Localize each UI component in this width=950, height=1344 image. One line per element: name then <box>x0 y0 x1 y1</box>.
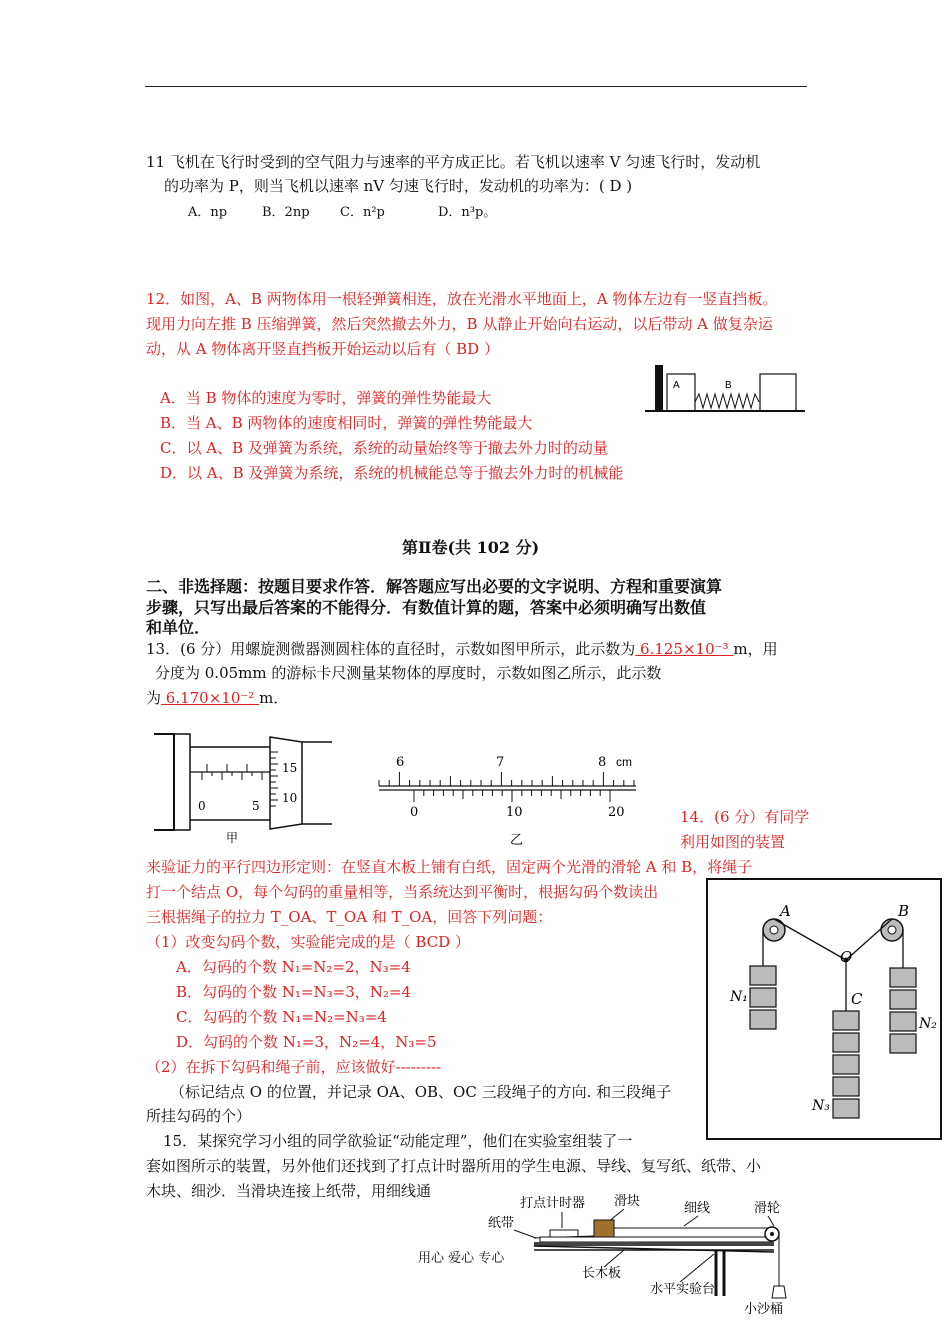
q12-line2: 现用力向左推 B 压缩弹簧，然后突然撤去外力，B 从静止开始向右运动，以后带动 A 做复杂运 <box>146 315 773 333</box>
label-n2: N₂ <box>919 1016 937 1032</box>
slider-block <box>594 1220 614 1237</box>
pulley-force-figure <box>706 878 942 1140</box>
q13-text: 13．(6 分）用螺旋测微器测圆柱体的直径时，示数如图甲所示，此示数为 <box>146 640 636 658</box>
label-a: A <box>673 380 680 391</box>
label-thread: 细线 <box>684 1201 711 1216</box>
q14-option-c: C．勾码的个数 N₁=N₂=N₃=4 <box>176 1008 387 1026</box>
block-b <box>760 374 796 411</box>
block-a <box>667 374 695 411</box>
q14-note1: （标记结点 O 的位置，并记录 OA、OB、OC 三段绳子的方向. 和三段绳子 <box>170 1083 672 1101</box>
q14-sub2: （2）在拆下勾码和绳子前，应该做好--------- <box>146 1058 442 1076</box>
q14-sub1: （1）改变勾码个数，实验能完成的是（ BCD ） <box>146 933 470 951</box>
q13-line2: 分度为 0.05mm 的游标卡尺测量某物体的厚度时，示数如图乙所示，此示数 <box>155 664 662 682</box>
caliper-unit-cm: cm <box>616 755 632 769</box>
q12-option-a: A．当 B 物体的速度为零时，弹簧的弹性势能最大 <box>160 389 492 407</box>
q12-option-b: B．当 A、B 两物体的速度相同时，弹簧的弹性势能最大 <box>160 414 533 432</box>
q14-option-d: D．勾码的个数 N₁=3，N₂=4，N₃=5 <box>176 1033 437 1051</box>
label-c: C <box>851 990 863 1008</box>
q11-line2: 的功率为 P，则当飞机以速率 nV 匀速飞行时，发动机的功率为：( D ) <box>164 177 633 195</box>
q13-unit-2: m． <box>259 689 289 707</box>
figure-label-yi: 乙 <box>510 833 524 848</box>
header-rule <box>145 86 807 87</box>
label-tape: 纸带 <box>488 1216 515 1231</box>
q12-option-c: C．以 A、B 及弹簧为系统，系统的动量始终等于撤去外力时的动量 <box>160 439 608 457</box>
micrometer-tick-15: 15 <box>282 761 298 775</box>
micrometer-figure <box>152 732 334 844</box>
q15-line2: 套如图所示的装置，另外他们还找到了打点计时器所用的学生电源、导线、复写纸、纸带、小 <box>146 1157 762 1175</box>
caliper-vernier-0: 0 <box>410 805 419 820</box>
label-n1: N₁ <box>730 989 748 1005</box>
q14-note2: 所挂勾码的个） <box>146 1107 252 1125</box>
q15-line3: 木块、细沙．当滑块连接上纸带，用细线通 <box>146 1182 432 1200</box>
q12-option-d: D．以 A、B 及弹簧为系统，系统的机械能总等于撤去外力时的机械能 <box>160 464 624 482</box>
q13-answer-1: 6.125×10⁻³ <box>635 640 734 658</box>
figure-label-jia: 甲 <box>226 831 239 844</box>
q13-answer-2: 6.170×10⁻² <box>161 689 260 707</box>
micrometer-tick-5: 5 <box>252 799 260 813</box>
vernier-caliper-figure <box>374 748 644 848</box>
q13-line1 <box>146 637 778 661</box>
q14-option-a: A．勾码的个数 N₁=N₂=2，N₃=4 <box>176 958 411 976</box>
caliper-main-8: 8 <box>598 755 607 770</box>
caliper-vernier-20: 20 <box>608 805 625 820</box>
caliper-main-7: 7 <box>496 755 505 770</box>
label-knot-o: O <box>840 948 853 966</box>
q12-line1: 12．如图，A、B 两物体用一根轻弹簧相连，放在光滑水平地面上，A 物体左边有一竖直挡板。 <box>146 290 778 308</box>
q11-option-a: A．np <box>188 205 228 220</box>
label-b: B <box>725 380 732 391</box>
label-pulley: 滑轮 <box>754 1201 781 1216</box>
q14-line4: 打一个结点 O，每个勾码的重量相等，当系统达到平衡时，根据勾码个数读出 <box>146 883 659 901</box>
q11-option-c: C．n²p <box>340 205 385 220</box>
q14-line5: 三根据绳子的拉力 T_OA、T_OA 和 T_OA，回答下列问题： <box>146 908 553 926</box>
spring <box>695 394 759 408</box>
q14-line2: 利用如图的装置 <box>680 833 786 851</box>
spring-blocks-figure <box>645 360 810 418</box>
q11-line1: 11 飞机在飞行时受到的空气阻力与速率的平方成正比。若飞机以速率 V 匀速飞行时，发动机 <box>146 153 761 171</box>
q14-option-b: B．勾码的个数 N₁=N₃=3，N₂=4 <box>176 983 411 1001</box>
q13-text-2: 为 <box>146 689 162 707</box>
label-pulley-b: B <box>898 902 910 920</box>
long-board <box>540 1237 772 1242</box>
label-slider: 滑块 <box>614 1194 641 1209</box>
q15-line1: 15．某探究学习小组的同学欲验证“动能定理”，他们在实验室组装了一 <box>163 1132 633 1150</box>
label-bucket: 小沙桶 <box>744 1302 784 1316</box>
label-n3: N₃ <box>812 1098 830 1114</box>
label-timer: 打点计时器 <box>520 1196 586 1211</box>
section-instr-3: 和单位． <box>146 618 211 637</box>
label-board: 长木板 <box>582 1266 622 1281</box>
micrometer-tick-0: 0 <box>198 799 206 813</box>
caliper-main-6: 6 <box>396 755 405 770</box>
section-instr-1: 二、非选择题：按题目要求作答．解答题应写出必要的文字说明、方程和重要演算 <box>146 577 723 596</box>
timer-body <box>550 1230 578 1237</box>
q11-option-d: D．n³p。 <box>438 205 497 220</box>
q12-line3: 动，从 A 物体离开竖直挡板开始运动以后有（ BD ） <box>146 340 499 358</box>
q14-line1: 14．(6 分）有同学 <box>680 808 810 826</box>
section-title: 第Ⅱ卷(共 102 分) <box>402 538 540 557</box>
caliper-vernier-10: 10 <box>506 805 523 820</box>
wall-plate <box>655 365 663 411</box>
kinetic-energy-apparatus-figure <box>484 1192 804 1316</box>
q13-unit: m，用 <box>733 640 778 658</box>
q13-line3 <box>146 686 288 710</box>
sand-bucket <box>772 1286 786 1298</box>
q14-line3: 来验证力的平行四边形定则：在竖直木板上铺有白纸，固定两个光滑的滑轮 A 和 B，将绳子 <box>146 858 753 876</box>
label-table: 水平实验台 <box>650 1282 716 1297</box>
label-pulley-a: A <box>780 902 791 920</box>
section-instr-2: 步骤，只写出最后答案的不能得分．有数值计算的题，答案中必须明确写出数值 <box>146 598 707 617</box>
q11-option-b: B．2np <box>262 205 310 220</box>
page-footer: 用心 爱心 专心 <box>418 1251 505 1266</box>
micrometer-tick-10: 10 <box>282 791 298 805</box>
